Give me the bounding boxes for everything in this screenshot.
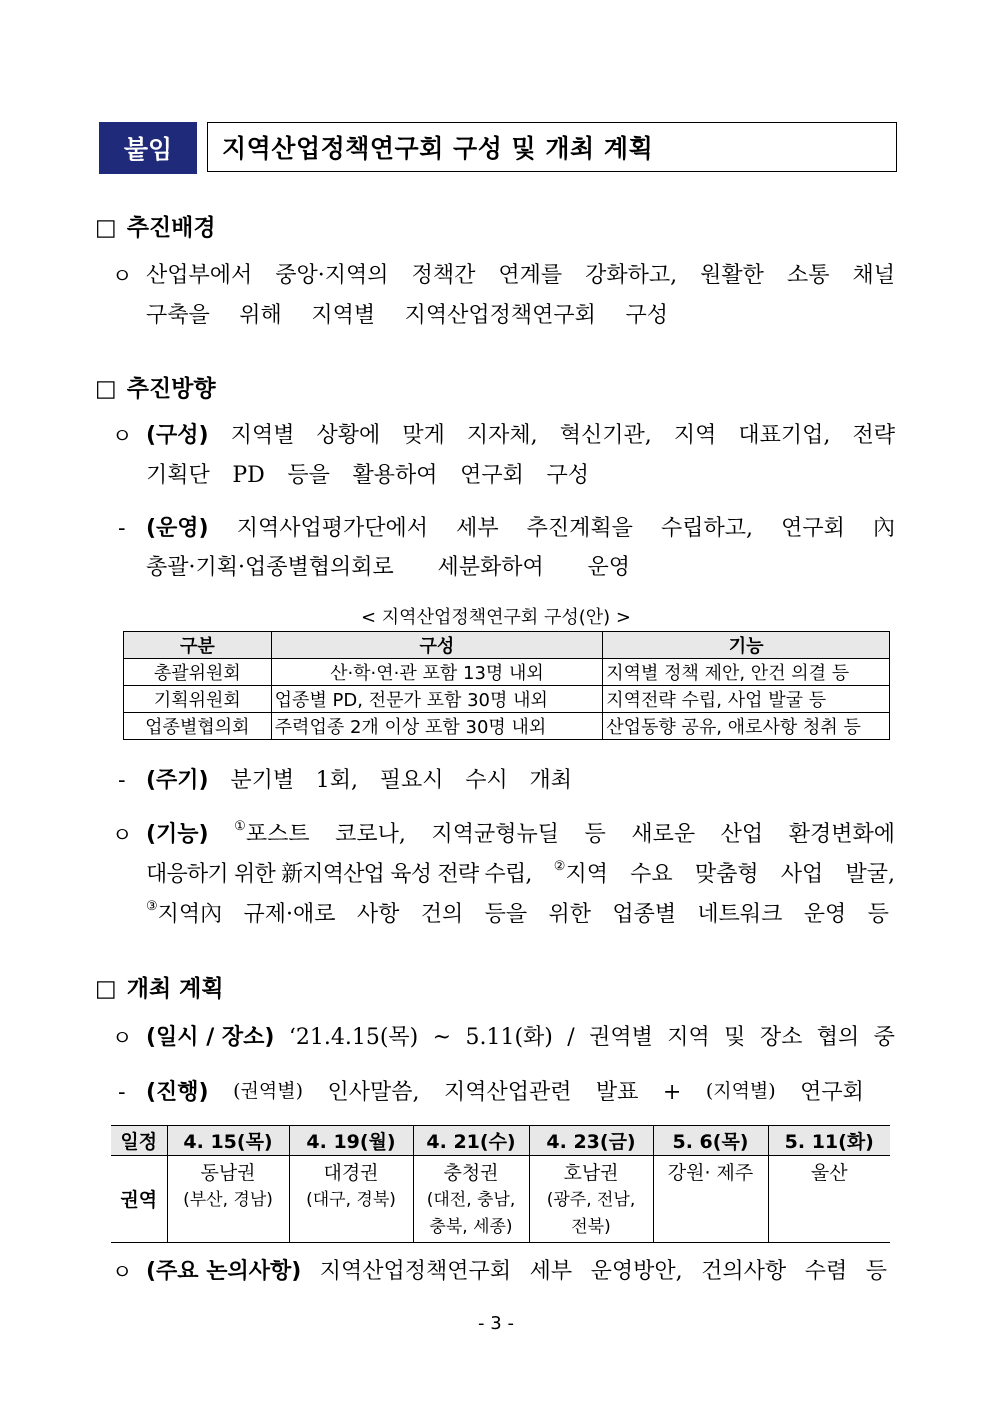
word: 및 xyxy=(724,1025,746,1050)
operation-label: (운영) xyxy=(146,516,209,541)
word: 지역산업관련 xyxy=(443,1080,572,1105)
background-line-2 xyxy=(146,305,668,327)
word: 총괄·기획·업종별협의회로 xyxy=(146,555,394,580)
word: 지자체, xyxy=(466,423,538,448)
word: 세부 xyxy=(529,1259,573,1284)
word: (권역별) xyxy=(233,1080,303,1102)
word: 구축을 xyxy=(146,303,210,328)
word: 연구회 xyxy=(781,516,845,541)
word: 세부 xyxy=(456,516,499,541)
word: 등을 xyxy=(484,902,528,927)
region-cell xyxy=(768,1156,890,1243)
region-name: 동남권 xyxy=(200,1162,256,1184)
table-row xyxy=(124,686,890,713)
word: 발표 xyxy=(595,1080,639,1105)
word: 소통 xyxy=(786,263,830,288)
schedule-label: (일시 / 장소) xyxy=(146,1025,275,1050)
date-cell: 4. 21(수) xyxy=(413,1126,529,1156)
word: 산업부에서 xyxy=(146,263,253,288)
word: 운영 xyxy=(803,902,847,927)
word: 사업 xyxy=(780,862,824,887)
document-title: 지역산업정책연구회 구성 및 개최 계획 xyxy=(207,122,897,172)
region-name: 충청권 xyxy=(443,1162,499,1184)
word: 정책간 xyxy=(411,263,476,288)
word: 코로나, xyxy=(335,822,406,847)
function-label: (기능) xyxy=(146,822,209,847)
word: 채널 xyxy=(852,263,895,288)
word: 네트워크 xyxy=(697,902,783,927)
word: 분기별 xyxy=(230,768,295,793)
bullet-circle: ㅇ xyxy=(112,424,133,448)
word: + xyxy=(662,1080,682,1105)
checkbox-mark: □ xyxy=(95,376,117,402)
table-row xyxy=(124,659,890,686)
word: 구성 xyxy=(625,303,668,328)
word: 위한 xyxy=(548,902,591,927)
bullet-circle: ㅇ xyxy=(112,1026,133,1050)
word: 협의 xyxy=(816,1025,860,1050)
word: 맞게 xyxy=(402,423,445,448)
word: 권역별 xyxy=(589,1025,653,1050)
word: 혁신기관, xyxy=(559,423,652,448)
word: 대표기업, xyxy=(738,423,831,448)
word: 운영방안, xyxy=(590,1259,683,1284)
region-name: 호남권 xyxy=(563,1162,619,1184)
bullet-circle: ㅇ xyxy=(112,1260,133,1284)
date-cell: 5. 11(화) xyxy=(768,1126,890,1156)
region-sub: 전북) xyxy=(571,1217,611,1237)
word: 새로운 xyxy=(631,822,696,847)
checkbox-mark: □ xyxy=(95,215,117,241)
background-line-1 xyxy=(146,265,895,287)
function-line-3 xyxy=(146,899,889,927)
section-plan-heading xyxy=(95,970,224,1003)
cycle-label: (주기) xyxy=(146,768,209,793)
word: 연계를 xyxy=(498,263,563,288)
section-title: 추진배경 xyxy=(126,215,216,241)
word: 인사말씀, xyxy=(327,1080,420,1105)
table-cell: 주력업종 2개 이상 포함 30명 내외 xyxy=(271,713,603,740)
composition-line-2 xyxy=(146,465,589,487)
operation-line-2 xyxy=(146,557,630,579)
cycle-line xyxy=(146,770,572,792)
issues-line xyxy=(146,1261,887,1283)
circled-number: ③ xyxy=(146,899,158,914)
issues-label: (주요 논의사항) xyxy=(146,1259,302,1284)
word: 세분화하여 xyxy=(437,555,544,580)
table-cell: 기획위원회 xyxy=(124,686,272,713)
table-cell: 지역별 정책 제안, 안건 의결 등 xyxy=(603,659,890,686)
region-sub: (대구, 경북) xyxy=(306,1190,396,1210)
word: 규제·애로 xyxy=(243,902,336,927)
word: 운영 xyxy=(587,555,630,580)
word: 사항 xyxy=(356,902,400,927)
table-caption: < 지역산업정책연구회 구성(안) > xyxy=(360,607,632,628)
region-cell xyxy=(289,1156,413,1243)
word: / xyxy=(567,1025,575,1050)
table-cell: 산업동향 공유, 애로사항 청취 등 xyxy=(603,713,890,740)
progress-line xyxy=(146,1082,864,1104)
circled-number: ① xyxy=(234,819,246,834)
section-title: 개최 계획 xyxy=(126,976,224,1002)
word xyxy=(146,899,223,927)
schedule-line xyxy=(146,1027,895,1049)
date-cell: 4. 15(목) xyxy=(167,1126,289,1156)
word: 등 xyxy=(865,1259,887,1284)
attachment-badge: 붙임 xyxy=(99,122,197,174)
bullet-dash: - xyxy=(118,1080,126,1104)
composition-line-1 xyxy=(146,425,895,447)
section-background-heading xyxy=(95,209,216,242)
header-cell: 구성 xyxy=(271,632,603,659)
date-cell: 5. 6(목) xyxy=(653,1126,768,1156)
word: 개최 xyxy=(529,768,572,793)
table-cell: 업종별협의회 xyxy=(124,713,272,740)
word: 구성 xyxy=(546,463,589,488)
region-name: 강원· 제주 xyxy=(667,1162,754,1184)
date-cell: 4. 23(금) xyxy=(529,1126,653,1156)
date-cell: 4. 19(월) xyxy=(289,1126,413,1156)
bullet-circle: ㅇ xyxy=(112,264,133,288)
progress-label: (진행) xyxy=(146,1080,209,1105)
word: 추진계획을 xyxy=(526,516,633,541)
word xyxy=(234,819,310,847)
word: ‘21.4.15(목) xyxy=(288,1025,419,1050)
word: 지역사업평가단에서 xyxy=(236,516,428,541)
header-cell: 기능 xyxy=(603,632,890,659)
word: 수렴 xyxy=(804,1259,848,1284)
bullet-dash: - xyxy=(118,516,126,540)
word: 지역별 xyxy=(311,303,376,328)
word: 연구회 xyxy=(800,1080,864,1105)
word: 지역산업정책연구회 xyxy=(404,303,596,328)
function-line-1 xyxy=(146,819,895,847)
composition-label: (구성) xyxy=(146,423,209,448)
word: 지역 xyxy=(565,862,608,887)
word: 전략 xyxy=(852,423,895,448)
region-header-cell: 권역 xyxy=(111,1156,167,1243)
word: 수요 xyxy=(630,862,673,887)
page-number: - 3 - xyxy=(478,1313,514,1334)
word: 산업 xyxy=(720,822,764,847)
word xyxy=(553,859,608,887)
region-sub: (대전, 충남, xyxy=(426,1190,516,1210)
bullet-circle: ㅇ xyxy=(112,823,133,847)
word: 발굴, xyxy=(845,862,895,887)
word: 지역內 xyxy=(157,902,223,927)
region-cell xyxy=(529,1156,653,1243)
word: 장소 xyxy=(759,1025,803,1050)
word: 수립하고, xyxy=(661,516,754,541)
word: 건의 xyxy=(420,902,464,927)
word: 필요시 xyxy=(379,768,444,793)
circled-number: ② xyxy=(553,859,566,874)
word: 지역산업정책연구회 xyxy=(319,1259,512,1284)
word: 위해 xyxy=(239,303,282,328)
word: 기획단 xyxy=(146,463,210,488)
date-row xyxy=(111,1126,890,1156)
region-row xyxy=(111,1156,890,1243)
word: 1회, xyxy=(315,768,359,793)
committee-table xyxy=(123,631,890,740)
word: 업종별 xyxy=(612,902,677,927)
region-name: 울산 xyxy=(810,1162,848,1184)
table-row xyxy=(124,713,890,740)
word: 건의사항 xyxy=(701,1259,787,1284)
operation-line-1 xyxy=(146,518,895,540)
table-cell: 업종별 PD, 전문가 포함 30명 내외 xyxy=(271,686,603,713)
word: (지역별) xyxy=(705,1080,776,1102)
word: 지역균형뉴딜 xyxy=(431,822,559,847)
word: 원활한 xyxy=(700,263,764,288)
word: 맞춤형 xyxy=(694,862,759,887)
region-cell xyxy=(167,1156,289,1243)
region-sub: 충북, 세종) xyxy=(429,1217,513,1237)
region-sub: (부산, 경남) xyxy=(183,1190,273,1210)
region-name: 대경권 xyxy=(323,1162,379,1184)
bullet-dash: - xyxy=(118,768,126,792)
word: 등을 xyxy=(287,463,330,488)
function-line-2 xyxy=(146,859,895,887)
word: 5.11(화) xyxy=(465,1025,553,1050)
section-direction-heading xyxy=(95,370,216,403)
table-cell: 지역전략 수립, 사업 발굴 등 xyxy=(603,686,890,713)
header-cell: 구분 xyxy=(124,632,272,659)
section-title: 추진방향 xyxy=(126,376,216,402)
table-cell: 총괄위원회 xyxy=(124,659,272,686)
word: 수시 xyxy=(465,768,508,793)
region-cell xyxy=(413,1156,529,1243)
word: 연구회 xyxy=(460,463,524,488)
word: 지역별 xyxy=(230,423,295,448)
word: 지역 xyxy=(673,423,717,448)
word: 지역 xyxy=(667,1025,710,1050)
table-header-row xyxy=(124,632,890,659)
region-sub: (광주, 전남, xyxy=(546,1190,636,1210)
word: ~ xyxy=(432,1025,452,1050)
region-cell xyxy=(653,1156,768,1243)
word: 등 xyxy=(867,902,889,927)
word: 內 xyxy=(872,516,895,541)
date-header-cell: 일정 xyxy=(111,1126,167,1156)
word: 강화하고, xyxy=(585,263,678,288)
word: 상황에 xyxy=(316,423,381,448)
word: 환경변화에 xyxy=(788,822,895,847)
checkbox-mark: □ xyxy=(95,976,117,1002)
word: 중 xyxy=(873,1025,895,1050)
table-cell: 산·학·연·관 포함 13명 내외 xyxy=(271,659,603,686)
word: PD xyxy=(232,463,265,488)
text-segment: 대응하기 위한 新지역산업 육성 전략 수립, xyxy=(146,862,532,887)
word: 등 xyxy=(584,822,606,847)
word: 활용하여 xyxy=(352,463,438,488)
schedule-table xyxy=(111,1125,890,1243)
word: 중앙·지역의 xyxy=(275,263,389,288)
word: 포스트 xyxy=(245,822,310,847)
